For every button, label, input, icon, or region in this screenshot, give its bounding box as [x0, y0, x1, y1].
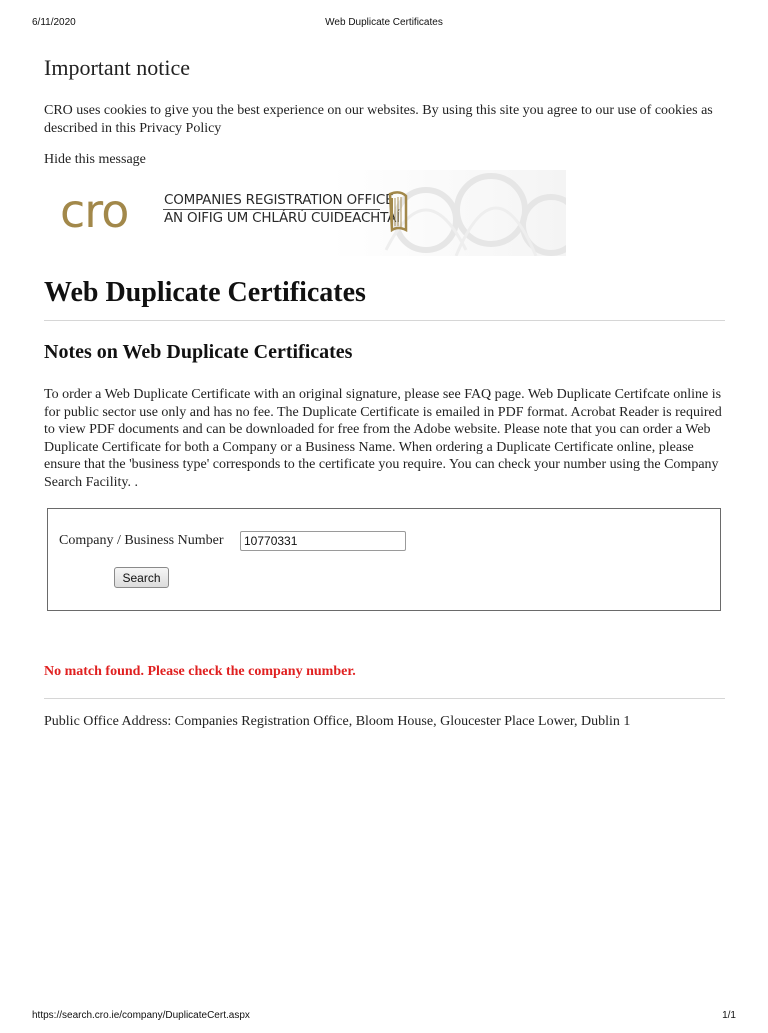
company-number-input[interactable]: [240, 531, 406, 551]
print-footer: [0, 1010, 768, 1033]
print-date: 6/11/2020: [32, 17, 76, 28]
harp-icon: [386, 190, 410, 232]
privacy-policy-link[interactable]: Privacy Policy: [139, 121, 222, 136]
print-page-title: Web Duplicate Certificates: [325, 17, 443, 28]
cro-banner: [44, 170, 566, 256]
notice-body: CRO uses cookies to give you the best experience on our websites. By using this site you agree to our use of cookies as described in this: [44, 103, 713, 136]
notice-title: Important notice: [44, 55, 191, 80]
notes-title: Notes on Web Duplicate Certificates: [44, 341, 353, 363]
search-form: [47, 508, 721, 611]
notes-body: To order a Web Duplicate Certificate with an original signature, please see FAQ page. Web Duplicate Certifcate online is for public sector use only and has no fee. The Duplicate Certificate is emailed in PDF format. Acrobat Reader is required to view PDF documents and can be downloaded for free from the Adobe website. Please note that you can order a Web Duplicate Certificate for both a Company or a Business Name. When ordering a Duplicate Certificate online, please ensure that the 'business type' corresponds to the certificate you require. You can check your number using the Company Search Facility. .: [44, 387, 722, 490]
logo-irish-name: AN OIFIG UM CHLÁRÚ CUIDEACHTAÍ: [164, 210, 400, 226]
print-header: [0, 17, 768, 31]
cro-logo: [60, 190, 160, 234]
error-message: No match found. Please check the company number.: [44, 664, 356, 679]
company-number-label: Company / Business Number: [59, 533, 224, 548]
divider: [44, 698, 725, 699]
print-page-number: 1/1: [722, 1010, 736, 1021]
hide-message-link[interactable]: Hide this message: [44, 152, 146, 167]
office-address: Public Office Address: Companies Registration Office, Bloom House, Gloucester Place Lower, Dublin 1: [44, 714, 631, 729]
print-url: https://search.cro.ie/company/DuplicateCert.aspx: [32, 1010, 250, 1021]
page-title: Web Duplicate Certificates: [44, 277, 366, 308]
divider: [44, 320, 725, 321]
cro-logo-mark: cro: [60, 190, 129, 234]
logo-english-name: COMPANIES REGISTRATION OFFICE: [164, 192, 394, 208]
notice-text: [44, 102, 725, 138]
search-button[interactable]: Search: [114, 567, 169, 588]
